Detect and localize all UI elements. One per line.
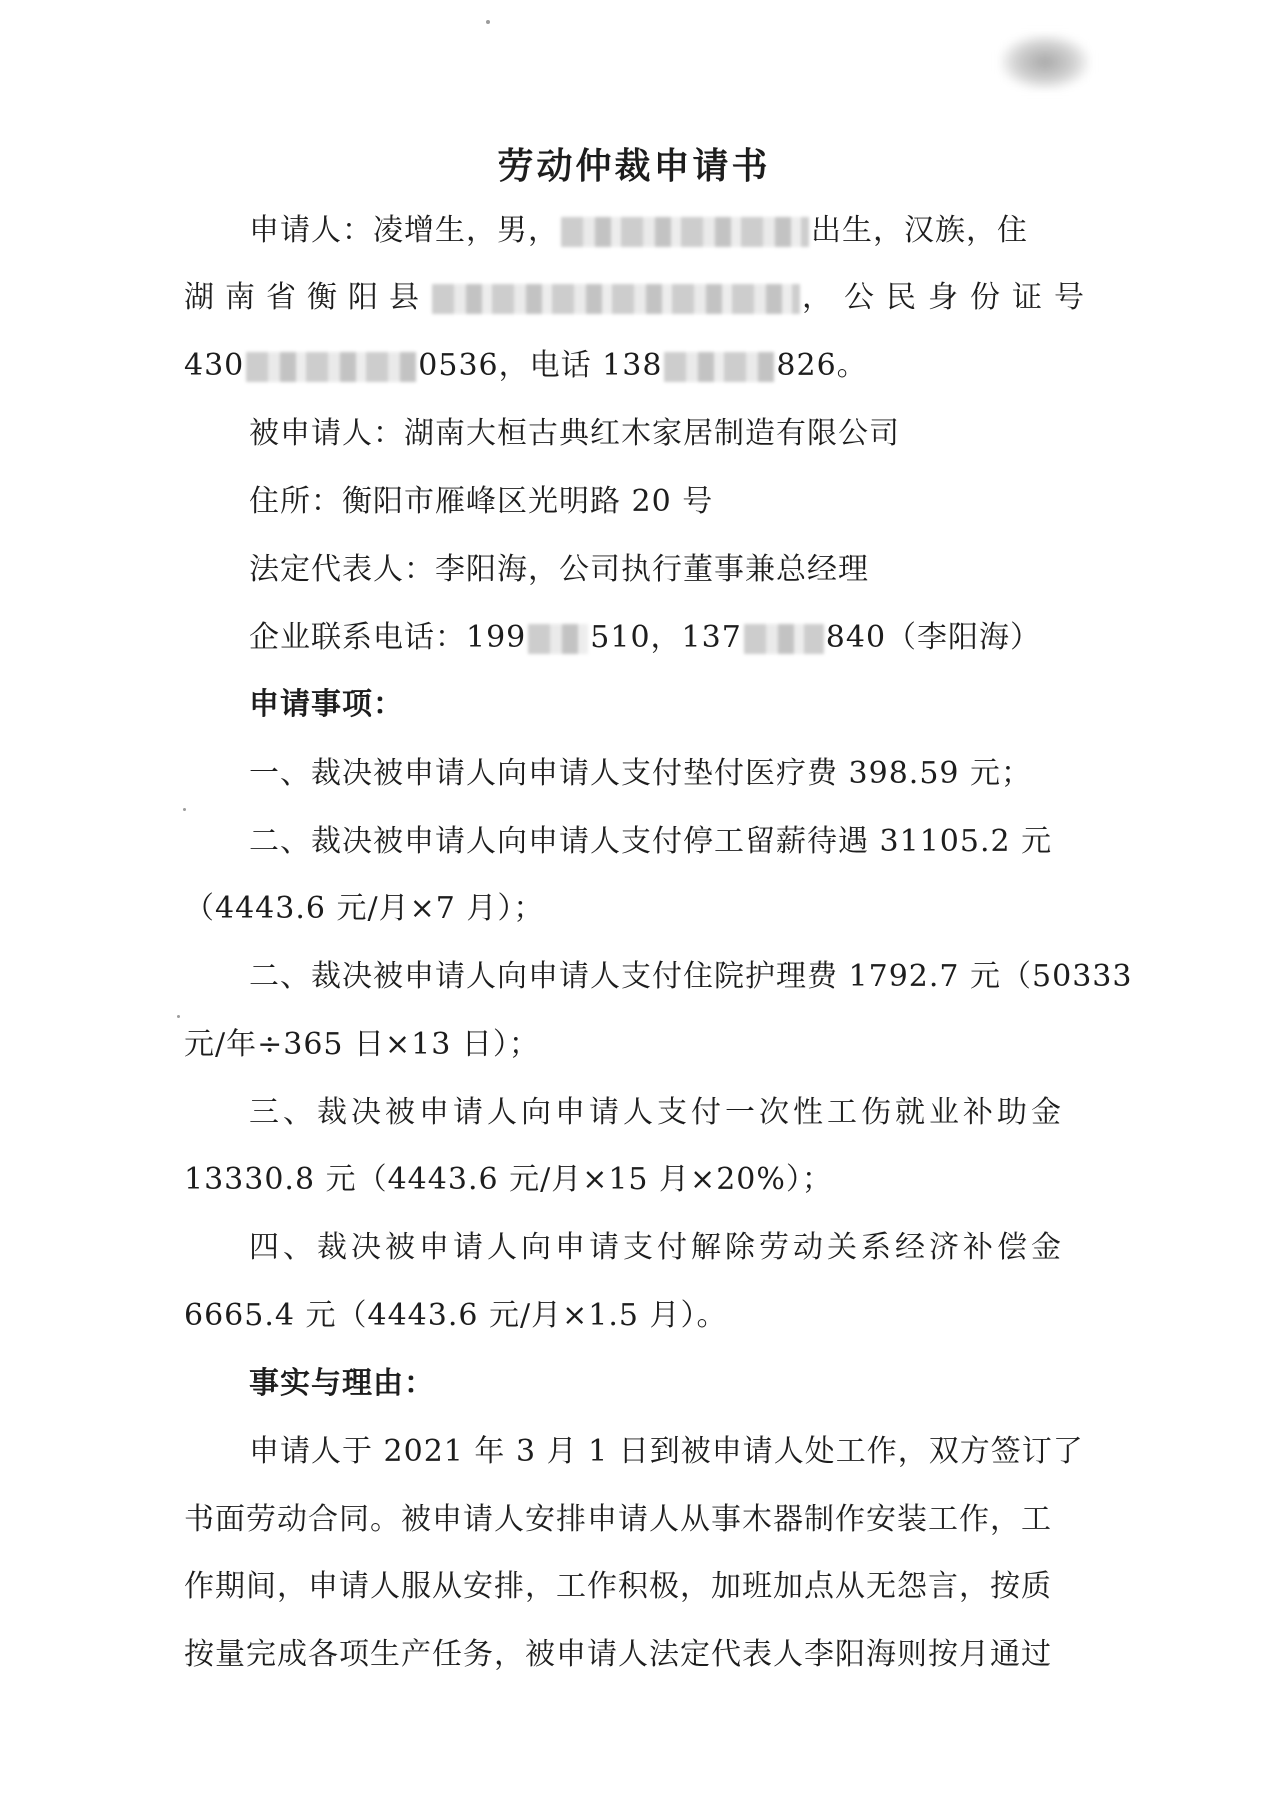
claim-line: 6665.4 元（4443.6 元/月×1.5 月）。: [184, 1298, 728, 1333]
paper-speck: [183, 808, 186, 811]
applicant-line-3: 430 0536，电话 138 826。: [184, 348, 868, 383]
respondent-address: 住所：衡阳市雁峰区光明路 20 号: [249, 484, 714, 519]
document-title: 劳动仲裁申请书: [497, 145, 771, 187]
claim-line: 二、裁决被申请人向申请人支付停工留薪待遇 31105.2 元: [249, 824, 1053, 859]
facts-heading: 事实与理由：: [249, 1366, 435, 1401]
redaction-blur: [664, 352, 774, 382]
claim-line: 三、裁决被申请人向申请人支付一次性工伤就业补助金: [249, 1095, 1065, 1130]
claim-line: 元/年÷365 日×13 日）；: [184, 1027, 540, 1062]
respondent-legal-rep: 法定代表人：李阳海，公司执行董事兼总经理: [249, 552, 869, 587]
claim-line: 13330.8 元（4443.6 元/月×15 月×20%）；: [184, 1162, 833, 1197]
paper-speck: [177, 1015, 180, 1018]
facts-line: 按量完成各项生产任务，被申请人法定代表人李阳海则按月通过: [184, 1637, 1052, 1672]
redaction-blur: [561, 217, 809, 247]
claim-line: （4443.6 元/月×7 月）；: [184, 891, 545, 926]
respondent-phone: 企业联系电话：199 510，137 840（李阳海）: [249, 620, 1042, 655]
facts-line: 申请人于 2021 年 3 月 1 日到被申请人处工作，双方签订了: [249, 1434, 1084, 1469]
paper-speck: [486, 20, 490, 24]
blurred-mark: [1000, 34, 1090, 90]
claims-heading: 申请事项：: [249, 687, 404, 722]
claim-line: 四、裁决被申请人向申请支付解除劳动关系经济补偿金: [249, 1230, 1065, 1265]
applicant-line-2: 湖南省衡阳县 ，公民身份证号: [184, 280, 1096, 315]
claim-line: 一、裁决被申请人向申请人支付垫付医疗费 398.59 元；: [249, 756, 1033, 791]
redaction-blur: [744, 624, 824, 654]
redaction-blur: [528, 624, 588, 654]
facts-line: 作期间，申请人服从安排，工作积极，加班加点从无怨言，按质: [184, 1569, 1052, 1604]
facts-line: 书面劳动合同。被申请人安排申请人从事木器制作安装工作，工: [184, 1502, 1052, 1537]
respondent-name: 被申请人：湖南大桓古典红木家居制造有限公司: [249, 416, 900, 451]
redaction-blur: [432, 284, 800, 314]
claim-line: 二、裁决被申请人向申请人支付住院护理费 1792.7 元（50333: [249, 959, 1133, 994]
applicant-line-1: 申请人：凌增生，男， 出生，汉族，住: [249, 213, 1028, 248]
redaction-blur: [246, 352, 416, 382]
